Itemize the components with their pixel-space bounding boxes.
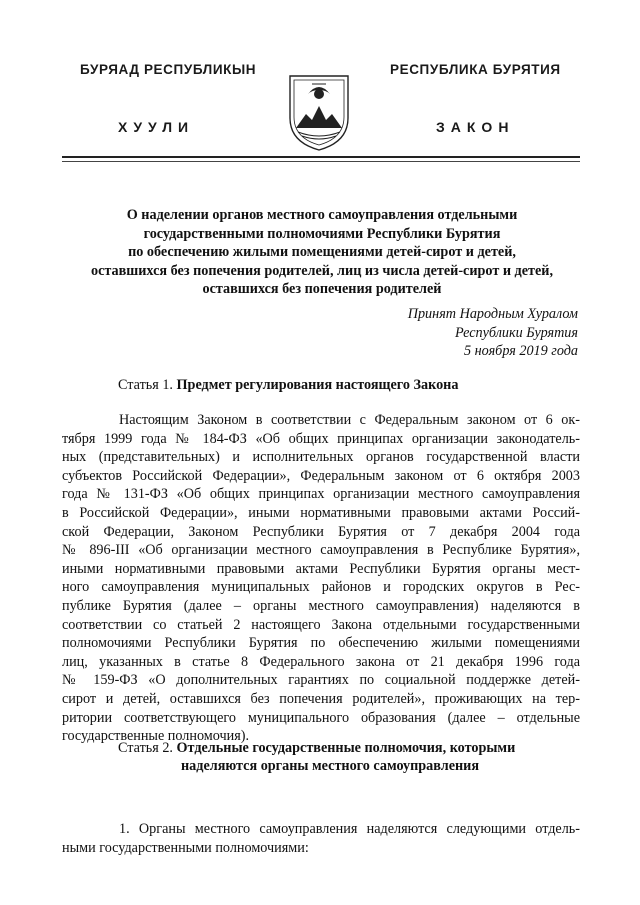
text-line: государственные полномочия). <box>62 728 250 745</box>
adoption-line: Республики Бурятия <box>454 324 578 341</box>
text-line: года № 131-ФЗ «Об общих принципах организации местного самоуправления <box>62 486 580 503</box>
text-line: соответствии со статьей 2 настоящего Закона отдельными государственными <box>62 616 580 633</box>
article-2-prefix: Статья 2. <box>118 740 173 756</box>
header-divider-thin <box>62 161 580 162</box>
coat-of-arms-emblem <box>282 70 356 154</box>
text-line: 1. Органы местного самоуправления наделяются следующими отдель- <box>119 821 580 837</box>
text-line: ными государственными полномочиями: <box>62 839 309 856</box>
article-1-prefix: Статья 1. <box>118 377 173 393</box>
article-2-heading-cont <box>181 757 479 776</box>
text-line: № 159-ФЗ «О дополнительных гарантиях по социальной поддержке детей- <box>62 672 580 689</box>
text-line: полномочиями Республики Бурятия по обеспечению жилыми помещениями <box>62 635 580 652</box>
text-line: субъектов Российской Федерации», Федеральным законом от 6 октября 2003 <box>62 467 580 484</box>
article-2-body <box>62 820 580 857</box>
adoption-line: 5 ноября 2019 года <box>464 343 578 360</box>
header-right-bottom: ЗАКОН <box>436 119 515 135</box>
article-2-title-line1: Отдельные государственные полномочия, которыми <box>176 740 516 756</box>
text-line: Настоящим Законом в соответствии с Федеральным законом от 6 ок- <box>119 412 580 428</box>
header-left-bottom: ХУУЛИ <box>118 119 195 135</box>
text-line: ных (представительных) и исполнительных органов государственной власти <box>62 449 580 466</box>
article-2-heading <box>118 739 515 758</box>
header-right-top: РЕСПУБЛИКА БУРЯТИЯ <box>390 62 561 77</box>
article-1-body <box>62 411 580 746</box>
text-line: лиц, указанных в статье 8 Федерального закона от 21 декабря 1996 года <box>62 653 580 670</box>
text-line: ного самоуправления муниципальных районов и городских округов в Рес- <box>62 579 580 596</box>
text-line: № 896-III «Об организации местного самоуправления в Республике Бурятия», <box>62 542 580 559</box>
title-line: оставшихся без попечения родителей, лиц из числа детей-сирот и детей, <box>90 262 554 279</box>
article-2-title-line2: наделяются органы местного самоуправления <box>181 758 480 774</box>
title-line: по обеспечению жилыми помещениями детей-сирот и детей, <box>128 244 516 261</box>
text-line: сирот и детей, оставшихся без попечения родителей», проживающих на тер- <box>62 690 580 707</box>
law-title <box>70 206 574 299</box>
title-line: оставшихся без попечения родителей <box>202 281 442 298</box>
adoption-note <box>408 305 578 361</box>
text-line: тября 1999 года № 184-ФЗ «Об общих принципах организации законодатель- <box>62 430 580 447</box>
title-line: О наделении органов местного самоуправления отдельными <box>126 207 518 223</box>
article-1-title: Предмет регулирования настоящего Закона <box>176 377 459 393</box>
text-line: ритории соответствующего муниципального образования (далее – отдельные <box>62 709 580 726</box>
header-left-top: БУРЯАД РЕСПУБЛИКЫН <box>80 62 257 77</box>
article-1-heading <box>118 376 458 395</box>
header-divider <box>62 156 580 158</box>
text-line: иными нормативными правовыми актами Республики Бурятия органы мест- <box>62 560 580 577</box>
text-line: публике Бурятия (далее – органы местного самоуправления) наделяются в <box>62 597 580 614</box>
title-line: государственными полномочиями Республики Бурятия <box>143 225 501 242</box>
adoption-line: Принят Народным Хуралом <box>407 306 578 322</box>
text-line: в Российской Федерации», иными нормативными правовыми актами Россий- <box>62 504 580 521</box>
text-line: ской Федерации, Законом Республики Бурятия от 7 декабря 2004 года <box>62 523 580 540</box>
